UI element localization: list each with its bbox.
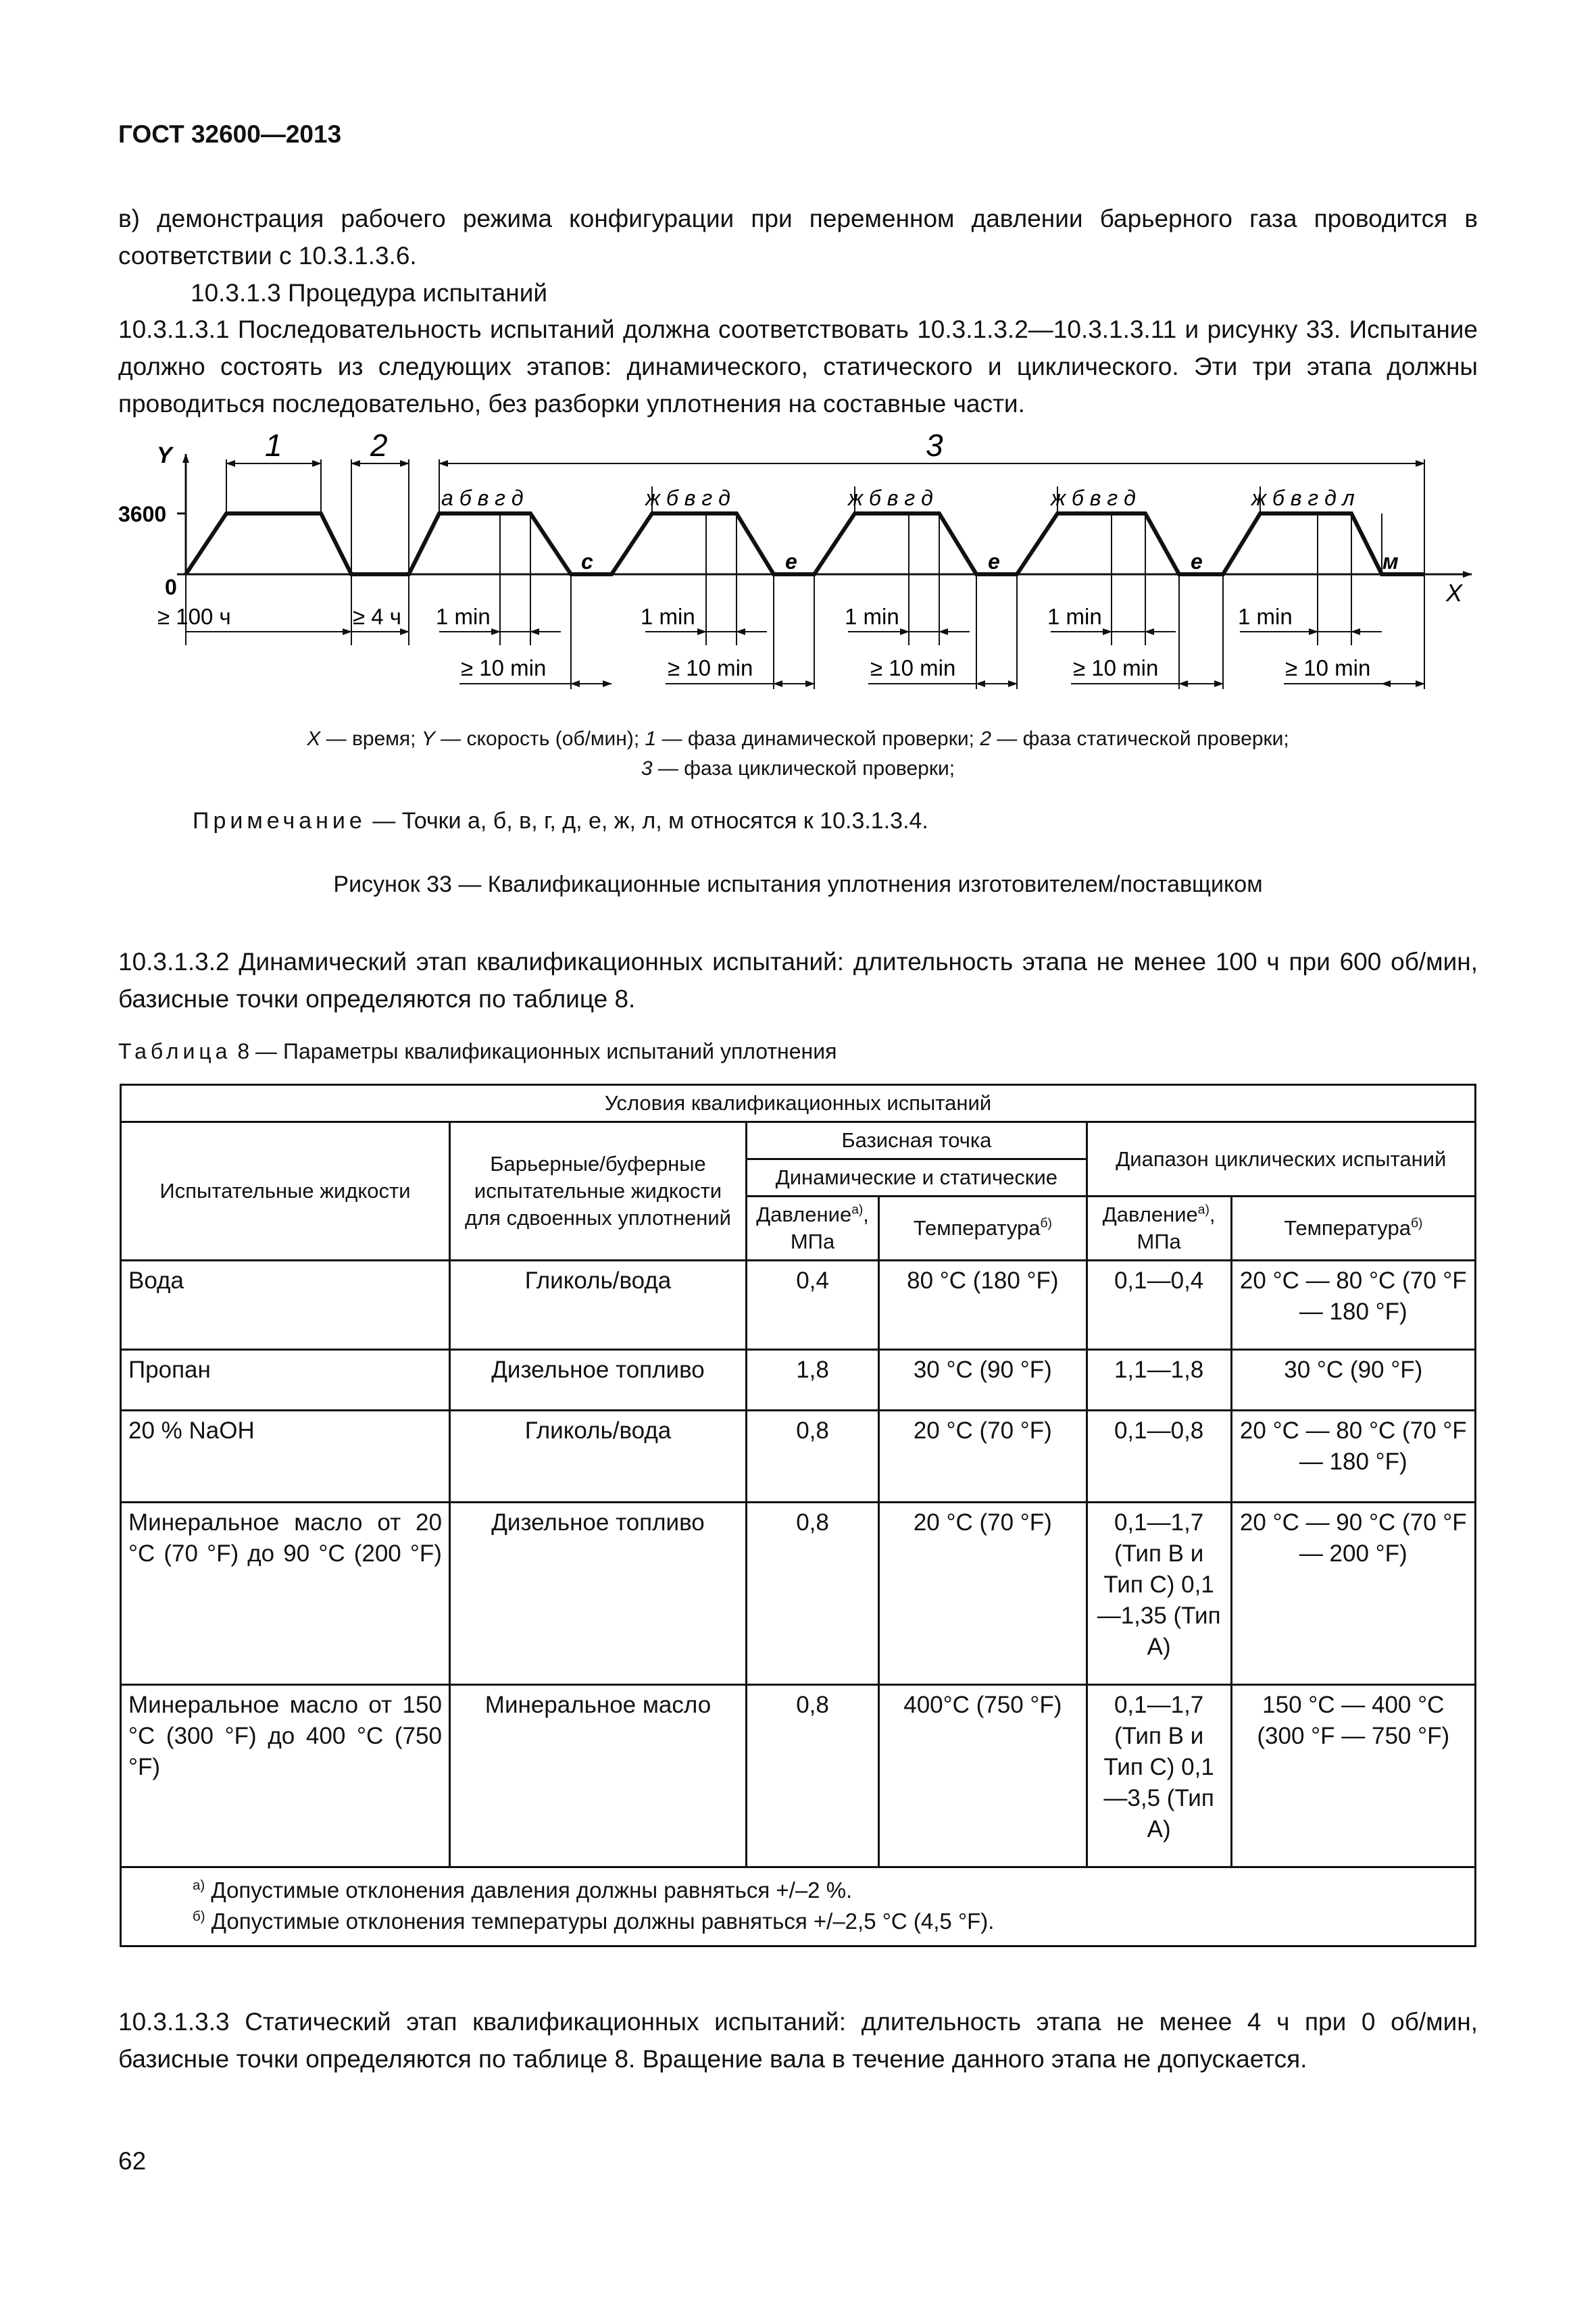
dur-phase-2: ≥ 4 ч bbox=[353, 604, 401, 629]
cell-barrier: Дизельное топливо bbox=[449, 1350, 746, 1411]
low-point-5: м bbox=[1382, 549, 1399, 574]
note-label: Примечание bbox=[193, 808, 366, 834]
ten-min-4: ≥ 10 min bbox=[1073, 655, 1159, 680]
cell-barrier: Гликоль/вода bbox=[449, 1411, 746, 1503]
table-row bbox=[121, 1261, 1476, 1350]
cell-barrier: Гликоль/вода bbox=[449, 1261, 746, 1350]
low-point-1: с bbox=[581, 549, 593, 574]
legend-x: X bbox=[307, 728, 321, 750]
legend-1: 1 bbox=[645, 728, 657, 750]
cycle-points-5: ж б в г д л bbox=[1251, 486, 1355, 510]
ten-min-1: ≥ 10 min bbox=[461, 655, 547, 680]
cycle-points-4: ж б в г д bbox=[1051, 486, 1136, 510]
one-min-2: 1 min bbox=[641, 604, 695, 629]
phase-3-label: 3 bbox=[926, 428, 943, 463]
cell-barrier: Дизельное топливо bbox=[449, 1503, 746, 1685]
header-cyclic-temperature: Температура$^{б)}$ bbox=[1231, 1197, 1475, 1261]
cell-cyclic-pressure: 0,1—0,4 bbox=[1087, 1261, 1231, 1350]
paragraph-10-3-1-3-3: 10.3.1.3.3 Статический этап квалификационных испытаний: длительность этапа не менее 4 ч при 0 об/мин, базисные точки определяются по таблице 8. Вращение вала в течение данного этапа не допускается. bbox=[118, 2008, 1478, 2073]
table-header-row bbox=[121, 1122, 1476, 1159]
figure-note bbox=[193, 808, 928, 834]
header-fluids: Испытательные жидкости bbox=[121, 1122, 450, 1261]
header-base-sub: Динамические и статические bbox=[747, 1159, 1087, 1197]
y-level-3600: 3600 bbox=[118, 502, 167, 526]
cell-fluid: 20 % NaOH bbox=[121, 1411, 450, 1503]
x-axis-label: X bbox=[1446, 579, 1463, 607]
paragraph-10-3-1-3-1: 10.3.1.3.1 Последовательность испытаний должна соответствовать 10.3.1.3.2—10.3.1.3.11 и рисунку 33. Испытание должно состоять из следующих этапов: динамического, статического и циклического. Эти три этапа должны проводиться последовательно, без разборки уплотнения на составные части. bbox=[118, 316, 1478, 418]
cell-pressure: 0,8 bbox=[747, 1685, 879, 1867]
cycle-points-3: ж б в г д bbox=[848, 486, 933, 510]
legend-2: 2 bbox=[980, 728, 991, 750]
figure-caption: Рисунок 33 — Квалификационные испытания уплотнения изготовителем/поставщиком bbox=[333, 872, 1263, 897]
ten-min-3: ≥ 10 min bbox=[870, 655, 956, 680]
table-header-row bbox=[121, 1085, 1476, 1122]
cell-cyclic-temperature: 20 °С — 80 °С (70 °F — 180 °F) bbox=[1231, 1411, 1475, 1503]
cell-barrier: Минеральное масло bbox=[449, 1685, 746, 1867]
header-pressure: Давление$^{а)}$, МПа bbox=[747, 1197, 879, 1261]
cell-cyclic-temperature: 20 °С — 90 °С (70 °F — 200 °F) bbox=[1231, 1503, 1475, 1685]
header-cyclic-range: Диапазон циклических испытаний bbox=[1087, 1122, 1475, 1197]
header-temperature: Температура$^{б)}$ bbox=[879, 1197, 1087, 1261]
phase-1-label: 1 bbox=[265, 428, 282, 463]
ten-min-5: ≥ 10 min bbox=[1285, 655, 1371, 680]
figure-legend bbox=[118, 724, 1478, 784]
table-title-text: 8 — Параметры квалификационных испытаний уплотнения bbox=[231, 1039, 837, 1063]
table-row bbox=[121, 1503, 1476, 1685]
legend-y: Y bbox=[421, 728, 435, 750]
table-footnotes bbox=[121, 1867, 1476, 1946]
cell-temperature: 20 °С (70 °F) bbox=[879, 1411, 1087, 1503]
cell-fluid: Пропан bbox=[121, 1350, 450, 1411]
one-min-1: 1 min bbox=[436, 604, 491, 629]
dur-phase-1: ≥ 100 ч bbox=[157, 604, 231, 629]
table-row bbox=[121, 1685, 1476, 1867]
cell-temperature: 400°С (750 °F) bbox=[879, 1685, 1087, 1867]
origin-label: 0 bbox=[165, 575, 177, 599]
y-axis-label: Y bbox=[157, 443, 172, 468]
one-min-5: 1 min bbox=[1238, 604, 1293, 629]
section-heading-10-3-1-3: 10.3.1.3 Процедура испытаний bbox=[191, 279, 548, 307]
low-point-2: е bbox=[785, 549, 797, 574]
speed-profile-line bbox=[186, 513, 1424, 574]
cell-cyclic-pressure: 0,1—1,7 (Тип B и Тип C) 0,1—1,35 (Тип A) bbox=[1087, 1503, 1231, 1685]
cell-fluid: Вода bbox=[121, 1261, 450, 1350]
footnote-b: $^{б)}$ Допустимые отклонения температуры должны равняться +/–2,5 °С (4,5 °F). bbox=[193, 1909, 995, 1934]
cell-temperature: 20 °С (70 °F) bbox=[879, 1503, 1087, 1685]
legend-3-text: — фаза циклической проверки; bbox=[652, 757, 955, 780]
cell-temperature: 30 °С (90 °F) bbox=[879, 1350, 1087, 1411]
cell-cyclic-temperature: 20 °С — 80 °С (70 °F — 180 °F) bbox=[1231, 1261, 1475, 1350]
cell-cyclic-pressure: 0,1—0,8 bbox=[1087, 1411, 1231, 1503]
ten-min-2: ≥ 10 min bbox=[668, 655, 753, 680]
footnote-a: $^{а)}$ Допустимые отклонения давления должны равняться +/–2 %. bbox=[193, 1878, 853, 1903]
legend-2-text: — фаза статической проверки; bbox=[991, 728, 1289, 750]
cell-pressure: 1,8 bbox=[747, 1350, 879, 1411]
figure-33-diagram bbox=[0, 0, 1596, 716]
one-min-4: 1 min bbox=[1047, 604, 1102, 629]
header-base-point: Базисная точка bbox=[747, 1122, 1087, 1159]
cell-temperature: 80 °С (180 °F) bbox=[879, 1261, 1087, 1350]
header-barrier: Барьерные/буферные испытательные жидкости для сдвоенных уплотнений bbox=[449, 1122, 746, 1261]
phase-2-label: 2 bbox=[370, 428, 388, 463]
cell-pressure: 0,8 bbox=[747, 1411, 879, 1503]
table-row bbox=[121, 1350, 1476, 1411]
cell-cyclic-pressure: 1,1—1,8 bbox=[1087, 1350, 1231, 1411]
header-main: Условия квалификационных испытаний bbox=[121, 1085, 1476, 1122]
table-footnotes-row bbox=[121, 1867, 1476, 1946]
cell-fluid: Минеральное масло от 20 °С (70 °F) до 90 °С (200 °F) bbox=[121, 1503, 450, 1685]
paragraph-item-v: в) демонстрация рабочего режима конфигурации при переменном давлении барьерного газа проводится в соответствии с 10.3.1.3.6. bbox=[118, 205, 1478, 270]
legend-1-text: — фаза динамической проверки; bbox=[656, 728, 980, 750]
table-row bbox=[121, 1411, 1476, 1503]
legend-y-text: — скорость (об/мин); bbox=[434, 728, 645, 750]
cell-cyclic-temperature: 30 °С (90 °F) bbox=[1231, 1350, 1475, 1411]
legend-x-text: — время; bbox=[320, 728, 422, 750]
cell-cyclic-temperature: 150 °С — 400 °С (300 °F — 750 °F) bbox=[1231, 1685, 1475, 1867]
cycle-points-1: а б в г д bbox=[441, 486, 524, 510]
cycle-points-2: ж б в г д bbox=[645, 486, 730, 510]
page-number: 62 bbox=[118, 2147, 147, 2175]
paragraph-10-3-1-3-2: 10.3.1.3.2 Динамический этап квалификационных испытаний: длительность этапа не менее 100 ч при 600 об/мин, базисные точки определяются по таблице 8. bbox=[118, 948, 1478, 1013]
table-label: Таблица bbox=[118, 1039, 232, 1063]
cell-cyclic-pressure: 0,1—1,7 (Тип B и Тип C) 0,1—3,5 (Тип A) bbox=[1087, 1685, 1231, 1867]
header-cyclic-pressure: Давление$^{а)}$, МПа bbox=[1087, 1197, 1231, 1261]
document-header: ГОСТ 32600—2013 bbox=[118, 120, 342, 148]
note-text: — Точки а, б, в, г, д, е, ж, л, м относятся к 10.3.1.3.4. bbox=[366, 808, 928, 834]
table-title bbox=[118, 1039, 837, 1064]
one-min-3: 1 min bbox=[845, 604, 899, 629]
low-point-4: е bbox=[1191, 549, 1203, 574]
low-point-3: е bbox=[988, 549, 1000, 574]
cell-fluid: Минеральное масло от 150 °С (300 °F) до 400 °С (750 °F) bbox=[121, 1685, 450, 1867]
cell-pressure: 0,8 bbox=[747, 1503, 879, 1685]
cell-pressure: 0,4 bbox=[747, 1261, 879, 1350]
table-8 bbox=[120, 1084, 1476, 1947]
legend-3: 3 bbox=[641, 757, 653, 780]
